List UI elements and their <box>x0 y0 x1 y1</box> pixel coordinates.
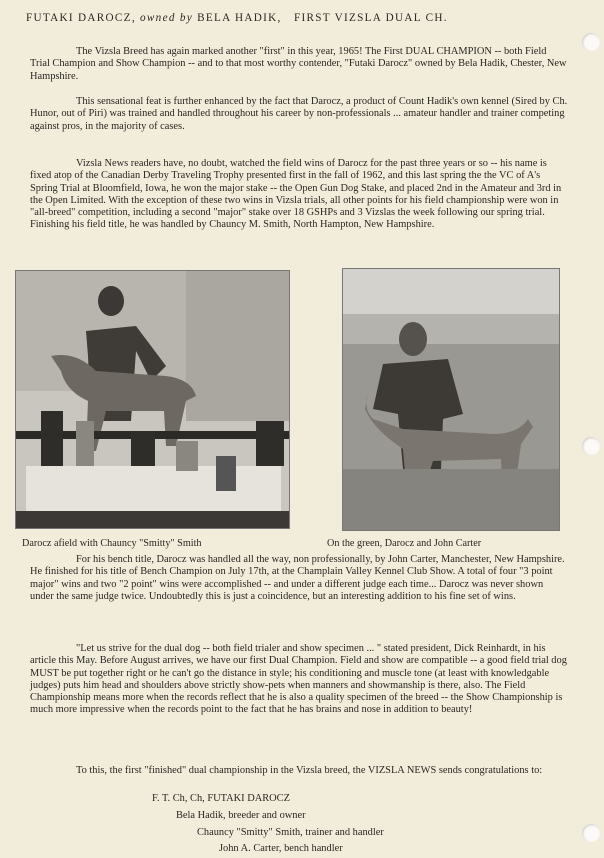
signature-line-bench-handler: John A. Carter, bench handler <box>219 843 343 854</box>
title-owned-by: owned by <box>140 12 193 24</box>
signature-line-trainer: Chauncy "Smitty" Smith, trainer and handler <box>197 827 384 838</box>
binder-hole <box>582 33 600 51</box>
photo-afield-with-smith <box>15 270 290 529</box>
photo-caption-left: Darocz afield with Chauncy "Smitty" Smith <box>22 538 202 549</box>
title-part-3: FIRST VIZSLA DUAL CH. <box>293 12 448 24</box>
title-part-1: FUTAKI DAROCZ, <box>26 12 136 24</box>
paragraph-congratulations: To this, the first "finished" dual championship in the Vizsla breed, the VIZSLA NEWS sends congratulations to: <box>76 765 543 776</box>
paragraph-kennel: This sensational feat is further enhanced by the fact that Darocz, a product of Count Hadik's own kennel (Sired by Ch. Hunor, out of Piri) was trained and handled throughout his career by non-professionals ... amateur handler and trainer competing against pros, in the majority of cases. <box>30 96 568 132</box>
paragraph-intro: The Vizsla Breed has again marked another "first" in this year, 1965! The First DUAL CHAMPION -- both Field Trial Champion and Show Champion -- and to that most worthy contender, "Futaki Darocz" owned by Bela Hadik, Chester, New Hampshire. <box>30 46 567 82</box>
photo-caption-right: On the green, Darocz and John Carter <box>327 538 482 549</box>
title-part-2: BELA HADIK, <box>197 12 282 24</box>
paragraph-field-wins: Vizsla News readers have, no doubt, watched the field wins of Darocz for the past three years or so -- his name is fixed atop of the Canadian Derby Traveling Trophy presented first in the fall of 1962, and this last spring the the VC of A's Spring Trial at Bloomfield, Iowa, he won the major stake -- the Open Gun Dog Stake, and placed 2nd in the Amateur and 3rd in the Open Limited. With the exception of these two wins in Vizsla trials, all other points for his field championship were won in "all-breed" competition, including a second "major" stake over 18 GSHPs and 3 Vizslas the week following our spring trial. Finishing his field title, he was handled by Chauncy M. Smith, North Hampton, New Hampshire. <box>30 158 562 231</box>
article-title <box>26 12 566 24</box>
binder-hole <box>582 824 600 842</box>
signature-line-owner: Bela Hadik, breeder and owner <box>176 810 306 821</box>
photo-on-the-green-with-carter <box>342 268 560 531</box>
paragraph-dual-dog: "Let us strive for the dual dog -- both field trialer and show specimen ... " stated president, Dick Reinhardt, in his article this May. Before August arrives, we have our first Dual Champion. Field and show are compatible -- a good field trial dog MUST be put together right or he can't go the distance in style; his conditioning and muscle tone (at least with knowledgable judges) puts him head and shoulders above strictly show-pets when manners and showmanship is there, also. The Field Championship means more when the records reflect that he is also a quality specimen of the breed -- the Show Championship is much more impressive when the records point to the fact that he has brains and nose in addition to beauty! <box>30 643 567 716</box>
binder-hole <box>582 437 600 455</box>
signature-line-dog: F. T. Ch, Ch, FUTAKI DAROCZ <box>152 793 290 804</box>
paragraph-bench-title: For his bench title, Darocz was handled all the way, non professionally, by John Carter, Manchester, New Hampshire. He finished for his title of Bench Champion on July 17th, at the Champlain Valley Kennel Club Show. A total of four "3 point major" wins and two "2 point" wins were accomplished -- and under a different judge each time... Darocz was never shown under the same judge twice. Undoubtedly this is just a coincidence, but an interesting addition to his fine set of wins. <box>30 554 565 602</box>
